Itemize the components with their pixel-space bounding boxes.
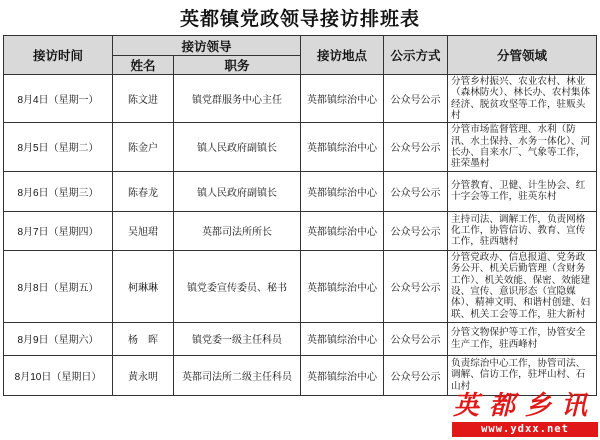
table-row: [4, 322, 597, 355]
cell-name: 杨 晖: [113, 322, 174, 355]
cell-location: 英都镇综治中心: [301, 355, 384, 395]
cell-name: 黄永明: [113, 355, 174, 395]
cell-position: 英都司法所所长: [174, 211, 301, 250]
cell-date: 8月9日（星期六）: [4, 322, 113, 355]
cell-position: 镇党群服务中心主任: [174, 75, 301, 123]
table-body: [4, 75, 597, 396]
cell-position: 镇人民政府副镇长: [174, 171, 301, 211]
cell-location: 英都镇综治中心: [301, 171, 384, 211]
header-leader: 接访领导: [113, 36, 301, 56]
cell-scope: 分管市场监督管理、水利（防汛、水土保持、水务一体化）、河长办、自来水厂、气象等工作，驻荣墨村: [448, 123, 597, 171]
cell-date: 8月5日（星期二）: [4, 123, 113, 171]
cell-location: 英都镇综治中心: [301, 250, 384, 322]
cell-name: 陈文进: [113, 75, 174, 123]
cell-publicity: 公众号公示: [384, 355, 448, 395]
cell-location: 英都镇综治中心: [301, 123, 384, 171]
cell-publicity: 公众号公示: [384, 322, 448, 355]
cell-position: 英都司法所二级主任科员: [174, 355, 301, 395]
cell-scope: 负责综治中心工作，协管司法、调解、信访工作，驻坪山村、石山村: [448, 355, 597, 395]
cell-name: 陈金户: [113, 123, 174, 171]
cell-scope: 分管教育、卫健、计生协会、红十字会等工作，驻英东村: [448, 171, 597, 211]
header-name: 姓名: [113, 56, 174, 75]
cell-date: 8月7日（星期四）: [4, 211, 113, 250]
cell-scope: 主持司法、调解工作，负责网格化工作，协管信访、教育、宣传工作，驻西塘村: [448, 211, 597, 250]
watermark-brand: 英都乡讯: [452, 391, 597, 421]
cell-date: 8月8日（星期五）: [4, 250, 113, 322]
cell-position: 镇党委宣传委员、秘书: [174, 250, 301, 322]
cell-position: 镇党委一级主任科员: [174, 322, 301, 355]
cell-scope: 分管文物保护等工作，协管安全生产工作，驻西峰村: [448, 322, 597, 355]
table-row: [4, 123, 597, 171]
cell-name: 陈春龙: [113, 171, 174, 211]
table-row: [4, 355, 597, 395]
cell-location: 英都镇综治中心: [301, 322, 384, 355]
header-scope: 分管领域: [448, 36, 597, 75]
cell-publicity: 公众号公示: [384, 250, 448, 322]
header-publicity: 公示方式: [384, 36, 448, 75]
cell-location: 英都镇综治中心: [301, 75, 384, 123]
schedule-table: [3, 35, 597, 396]
table-row: [4, 211, 597, 250]
cell-publicity: 公众号公示: [384, 171, 448, 211]
cell-publicity: 公众号公示: [384, 211, 448, 250]
cell-name: 柯琳琳: [113, 250, 174, 322]
cell-publicity: 公众号公示: [384, 123, 448, 171]
cell-name: 吴旭珺: [113, 211, 174, 250]
cell-date: 8月6日（星期三）: [4, 171, 113, 211]
cell-scope: 分管党政办、信息报道、党务政务公开、机关后勤管理（含财务工作）、机关效能、保密、效能建设、宣传、意识形态（宣隐媒体）、精神文明、和谐村创建、妇联、机关工会等工作，驻大新村: [448, 250, 597, 322]
table-row: [4, 75, 597, 123]
cell-date: 8月10日（星期日）: [4, 355, 113, 395]
cell-scope: 分管乡村振兴、农业农村、林业（森林防火）、林长办、农村集体经济、脱贫攻坚等工作，驻贩头村: [448, 75, 597, 123]
cell-location: 英都镇综治中心: [301, 211, 384, 250]
table-row: [4, 171, 597, 211]
header-time: 接访时间: [4, 36, 113, 75]
page-title: 英都镇党政领导接访排班表: [179, 8, 420, 30]
cell-date: 8月4日（星期一）: [4, 75, 113, 123]
cell-position: 镇人民政府副镇长: [174, 123, 301, 171]
watermark-site: www.ydxx.net: [452, 422, 598, 437]
header-position: 职务: [174, 56, 301, 75]
header-location: 接访地点: [301, 36, 384, 75]
table-header: [4, 36, 597, 75]
cell-publicity: 公众号公示: [384, 75, 448, 123]
table-row: [4, 250, 597, 322]
